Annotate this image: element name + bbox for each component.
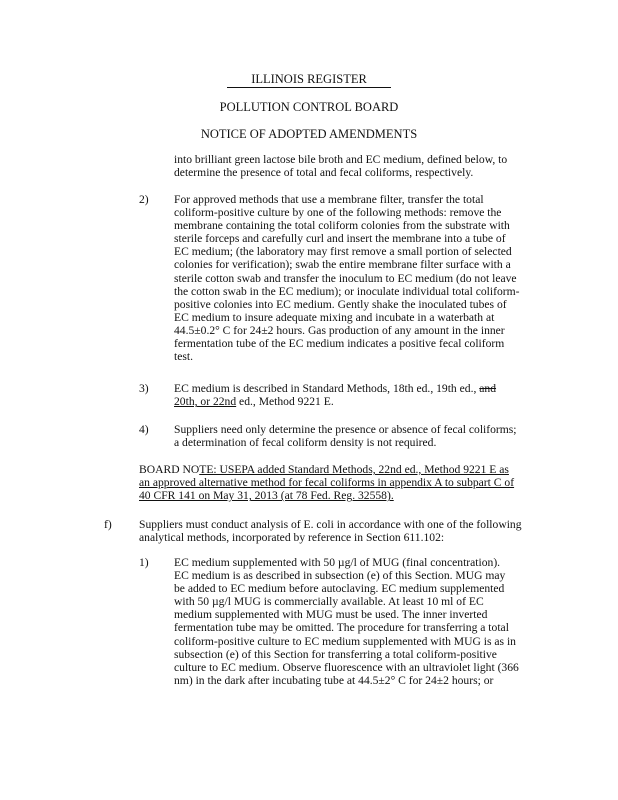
text-line: EC medium to insure adequate mixing and incubate in a waterbath at xyxy=(174,310,495,324)
text-line: the cotton swab in the EC medium); or inoculate individual total coliform- xyxy=(174,284,520,298)
item-number: f) xyxy=(104,518,112,531)
item-f1-paragraph xyxy=(174,556,546,687)
board-note xyxy=(139,463,539,502)
text-line: coliform-positive culture to EC medium supplemented with MUG is as in xyxy=(174,634,516,648)
inserted-text: 40 CFR 141 on May 31, 2013 (at 78 Fed. Reg. 32558). xyxy=(139,489,394,503)
text-line: positive colonies into EC medium. Gently shake the inoculated tubes of xyxy=(174,297,507,311)
text-line: EC medium is as described in subsection (e) of this Section. MUG may xyxy=(174,569,506,583)
item-4-paragraph xyxy=(174,423,546,449)
text-line: determine the presence of total and fecal coliforms, respectively. xyxy=(174,166,474,180)
register-title: ILLINOIS REGISTER xyxy=(227,72,391,88)
text-line xyxy=(174,382,546,395)
intro-paragraph xyxy=(174,153,546,179)
text-segment: BOARD NO xyxy=(139,463,200,476)
inserted-text: 20th, or 22nd xyxy=(174,395,237,409)
text-segment: EC medium is described in Standard Methods, 18th ed., 19th ed., xyxy=(174,382,480,395)
item-number: 3) xyxy=(139,382,149,395)
inserted-text: TE: USEPA added Standard Methods, 22nd ed., Method 9221 E as xyxy=(199,463,509,476)
register-header xyxy=(0,72,618,87)
text-line: fermentation tube may be omitted. The procedure for transferring a total xyxy=(174,621,509,635)
text-line: EC medium; (the laboratory may first remove a small portion of selected xyxy=(174,245,512,259)
text-line: EC medium supplemented with 50 µg/l of MUG (final concentration). xyxy=(174,556,501,569)
item-3-paragraph xyxy=(174,382,546,408)
board-title: POLLUTION CONTROL BOARD xyxy=(219,100,399,114)
text-line: analytical methods, incorporated by reference in Section 611.102: xyxy=(139,531,445,545)
item-number: 4) xyxy=(139,423,149,436)
item-number: 1) xyxy=(139,556,149,569)
text-line: test. xyxy=(174,350,193,364)
text-line: 44.5±0.2° C for 24±2 hours. Gas production of any amount in the inner xyxy=(174,323,505,337)
inserted-text: an approved alternative method for fecal coliforms in appendix A to subpart C of xyxy=(139,476,515,490)
text-line: Suppliers need only determine the presence or absence of fecal coliforms; xyxy=(174,423,517,436)
text-line: coliform-positive culture by one of the following methods: remove the xyxy=(174,206,502,220)
text-line: Suppliers must conduct analysis of E. coli in accordance with one of the following xyxy=(139,518,522,531)
item-number: 2) xyxy=(139,193,149,206)
text-line: culture to EC medium. Observe fluorescence with an ultraviolet light (366 xyxy=(174,660,519,674)
text-line: sterile cotton swab and transfer the inoculum to EC medium (do not leave xyxy=(174,271,517,285)
text-line: fermentation tube of the EC medium indicates a positive fecal coliform xyxy=(174,337,505,351)
text-line: subsection (e) of this Section for transferring a total coliform-positive xyxy=(174,647,497,661)
text-line xyxy=(174,395,546,408)
item-f-paragraph xyxy=(139,518,545,544)
text-line: be added to EC medium before autoclaving. EC medium supplemented xyxy=(174,582,505,596)
text-line: nm) in the dark after incubating tube at 44.5±2° C for 24±2 hours; or xyxy=(174,673,494,687)
text-line: colonies for verification); swab the entire membrane filter surface with a xyxy=(174,258,511,272)
notice-title: NOTICE OF ADOPTED AMENDMENTS xyxy=(200,127,418,141)
text-line: a determination of fecal coliform density is not required. xyxy=(174,436,437,450)
text-segment: ed., Method 9221 E. xyxy=(236,395,334,409)
text-line: medium supplemented with MUG must be used. The inner inverted xyxy=(174,608,488,622)
text-line: membrane containing the total coliform colonies from the substrate with xyxy=(174,219,510,233)
text-line: sterile forceps and carefully curl and insert the membrane into a tube of xyxy=(174,232,506,246)
text-line: For approved methods that use a membrane filter, transfer the total xyxy=(174,193,484,206)
item-2-paragraph xyxy=(174,193,546,363)
text-line xyxy=(139,463,539,476)
text-line: into brilliant green lactose bile broth and EC medium, defined below, to xyxy=(174,153,508,166)
deleted-text: and xyxy=(479,382,497,395)
text-line: with 50 µg/l MUG is commercially available. At least 10 ml of EC xyxy=(174,595,484,609)
